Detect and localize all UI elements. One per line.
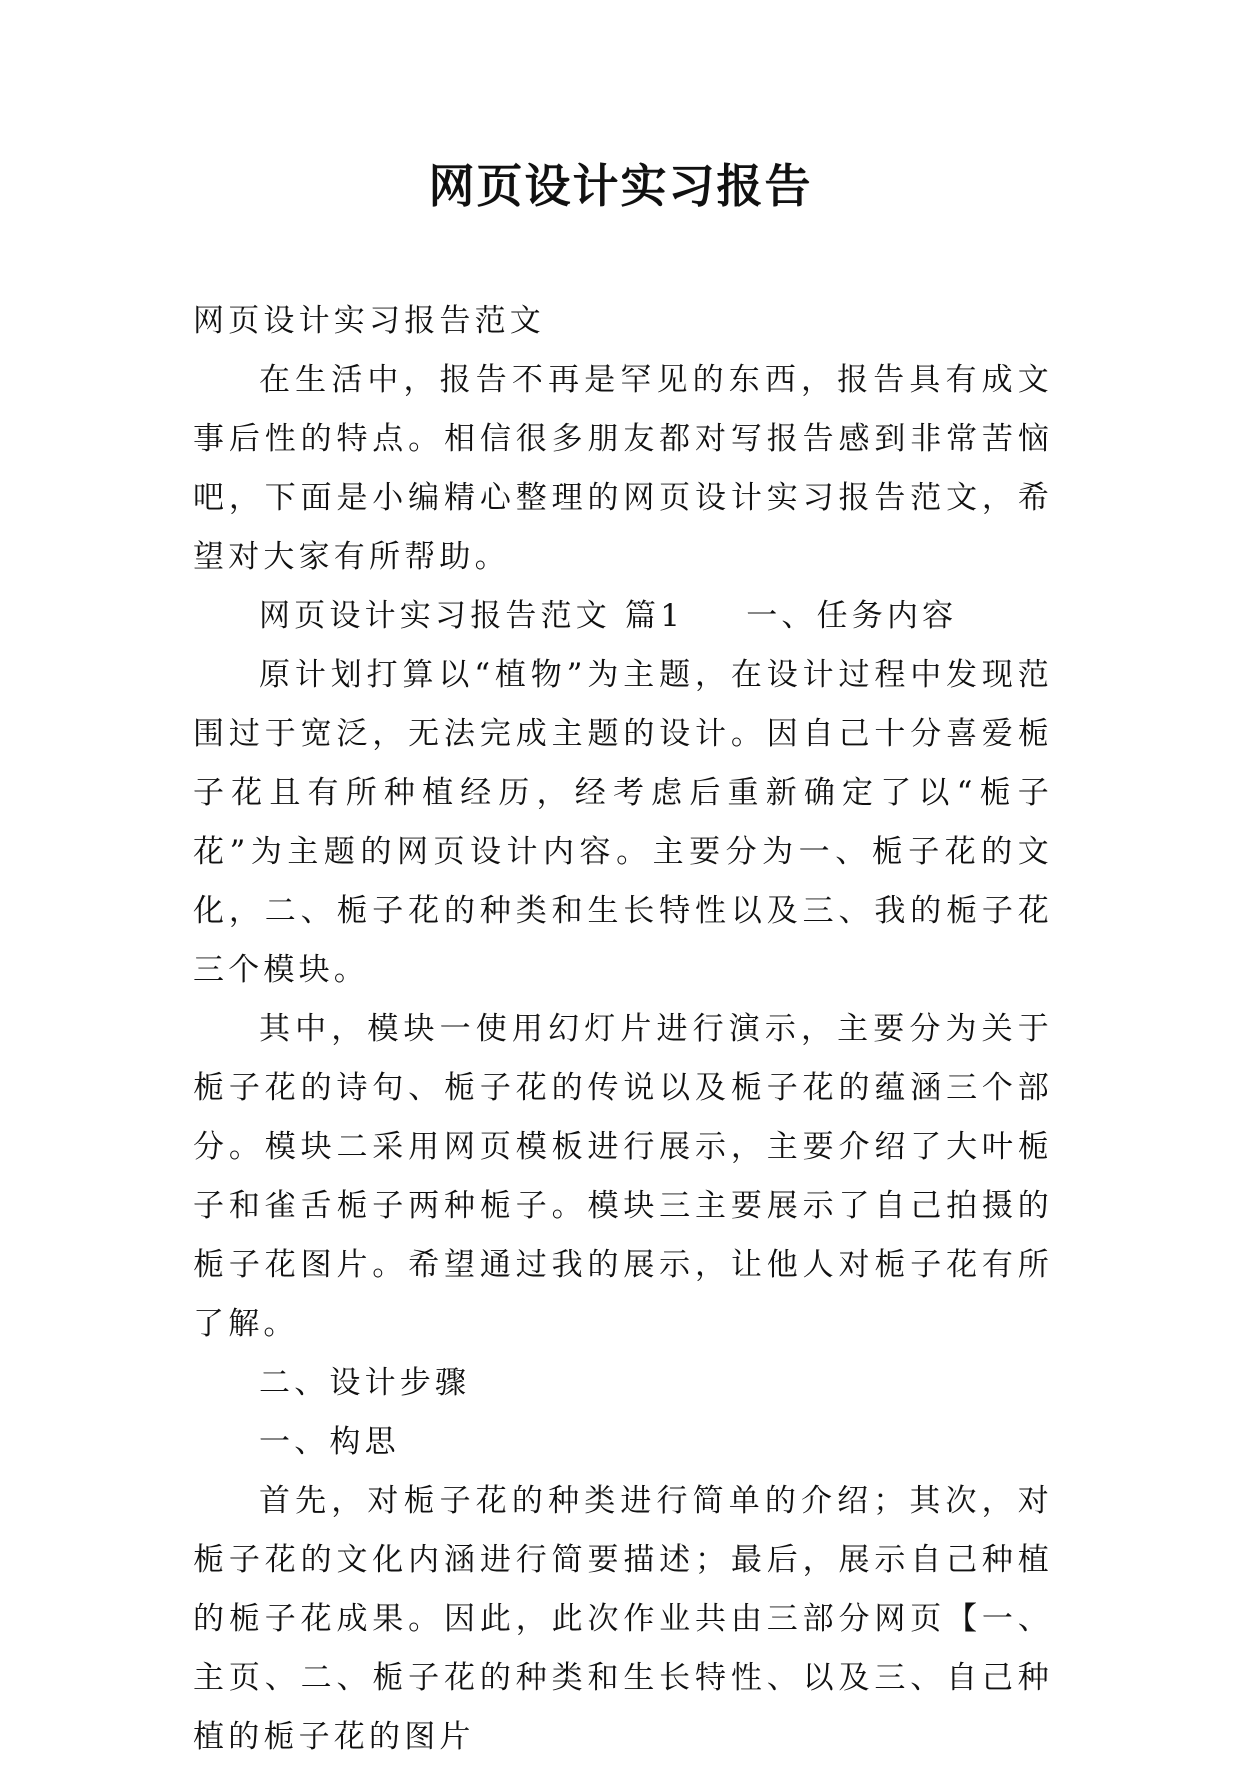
intro-paragraph: 在生活中，报告不再是罕见的东西，报告具有成文事后性的特点。相信很多朋友都对写报告感到非常苦恼吧，下面是小编精心整理的网页设计实习报告范文，希望对大家有所帮助。 [193, 362, 1053, 575]
task-paragraph-1: 原计划打算以“植物”为主题，在设计过程中发现范围过于宽泛，无法完成主题的设计。因自己十分喜爱栀子花且有所种植经历，经考虑后重新确定了以“栀子花”为主题的网页设计内容。主要分为一、栀子花的文化，二、栀子花的种类和生长特性以及三、我的栀子花三个模块。 [193, 657, 1053, 988]
document-title: 网页设计实习报告 [428, 159, 813, 213]
section-heading-line [193, 587, 1053, 646]
document-body [193, 292, 1053, 1767]
task-heading: 一、任务内容 [746, 598, 958, 634]
concept-paragraph: 首先，对栀子花的种类进行简单的介绍；其次，对栀子花的文化内涵进行简要描述；最后，展示自己种植的栀子花成果。因此，此次作业共由三部分网页【一、主页、二、栀子花的种类和生长特性、以及三、自己种植的栀子花的图片 [193, 1483, 1053, 1755]
document-subtitle: 网页设计实习报告范文 [193, 303, 545, 339]
task-paragraph-2: 其中，模块一使用幻灯片进行演示，主要分为关于栀子花的诗句、栀子花的传说以及栀子花的蕴涵三个部分。模块二采用网页模板进行展示，主要介绍了大叶栀子和雀舌栀子两种栀子。模块三主要展示了自己拍摄的栀子花图片。希望通过我的展示，让他人对栀子花有所了解。 [193, 1011, 1053, 1342]
concept-heading: 一、构思 [259, 1424, 400, 1460]
steps-heading: 二、设计步骤 [259, 1365, 471, 1401]
section-heading: 网页设计实习报告范文 篇1 [259, 598, 685, 634]
